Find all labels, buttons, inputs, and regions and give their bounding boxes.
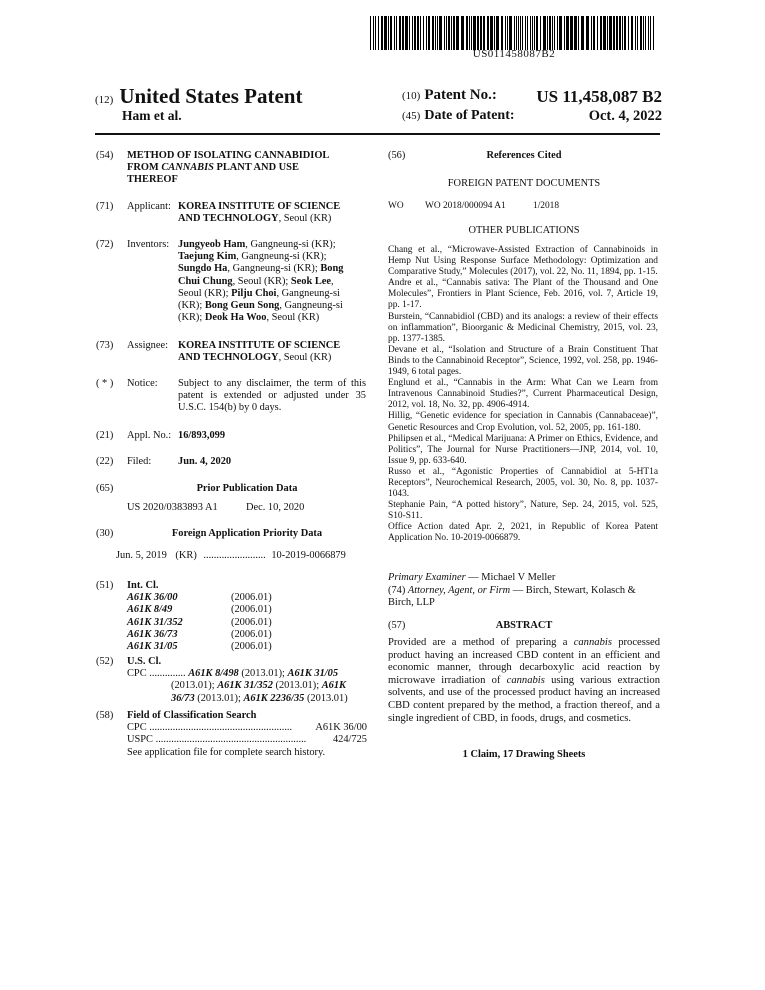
code-22: (22)	[96, 456, 114, 467]
foreign-priority-date: Jun. 5, 2019	[116, 550, 167, 561]
int-cl-version: (2006.01)	[231, 640, 272, 652]
barcode-bar	[574, 16, 577, 50]
cpc-version: (2013.01);	[238, 668, 288, 680]
code-51: (51)	[96, 580, 114, 591]
barcode-bar	[525, 16, 526, 50]
code-52: (52)	[96, 656, 114, 667]
barcode-bar	[603, 16, 606, 50]
leader-dots: ..............	[149, 668, 186, 680]
inventor-location: , Gangneung-si	[276, 287, 340, 299]
int-cl-class: A61K 8/49	[127, 604, 173, 616]
code-12: (12)	[95, 94, 114, 106]
barcode-bar	[446, 16, 447, 50]
barcode-bar	[477, 16, 479, 50]
cpc-label: CPC	[127, 668, 147, 680]
code-30: (30)	[96, 528, 114, 539]
barcode-bar	[566, 16, 569, 50]
barcode-bar	[532, 16, 533, 50]
inventor-line	[178, 276, 366, 288]
inventor-name: Sungdo Ha	[178, 263, 228, 275]
barcode-bar	[540, 16, 541, 50]
barcode-bar	[480, 16, 482, 50]
filed-date: Jun. 4, 2020	[178, 456, 232, 467]
barcode-bar	[509, 16, 512, 50]
code-58: (58)	[96, 710, 114, 721]
foreign-doc-country: WO	[388, 201, 404, 211]
barcode-bar	[645, 16, 646, 50]
date-of-patent-label: Date of Patent:	[424, 108, 515, 123]
barcode-bar	[536, 16, 538, 50]
barcode-bar	[375, 16, 376, 50]
barcode-bar	[643, 16, 644, 50]
barcode-bar	[496, 16, 499, 50]
application-number-label: Appl. No.:	[127, 430, 172, 441]
barcode-bar	[557, 16, 558, 50]
barcode-bar	[518, 16, 519, 50]
barcode-bar	[505, 16, 506, 50]
field-uspc-value: 424/725	[332, 734, 367, 746]
barcode-bar	[628, 16, 629, 50]
int-cl-class: A61K 31/05	[127, 640, 178, 652]
barcode-bar	[650, 16, 651, 50]
foreign-doc-date: 1/2018	[533, 201, 560, 211]
leader-dots: ..........................................................	[155, 734, 307, 746]
barcode-bar	[439, 16, 442, 50]
barcode-bar	[520, 16, 521, 50]
barcode-bar	[399, 16, 401, 50]
barcode-bar	[417, 16, 419, 50]
cpc-class: A61K	[321, 680, 346, 692]
patent-number-line	[402, 87, 662, 104]
cpc-class: A61K 31/352	[217, 680, 273, 692]
inventor-location: ,	[331, 275, 334, 287]
int-cl-row	[127, 629, 347, 641]
inventors-list	[178, 239, 366, 324]
barcode-bar	[586, 16, 589, 50]
barcode-bar	[487, 16, 489, 50]
field-search-note: See application file for complete search history.	[127, 746, 326, 758]
barcode-bar	[534, 16, 535, 50]
barcode-bar	[530, 16, 531, 50]
barcode-bar	[516, 16, 517, 50]
applicant-location: , Seoul (KR)	[278, 213, 332, 225]
code-72: (72)	[96, 239, 114, 250]
inventor-location: , Gangneung-si (KR);	[227, 263, 321, 275]
code-71: (71)	[96, 201, 114, 212]
barcode-bar	[473, 16, 476, 50]
int-cl-class: A61K 31/352	[127, 616, 183, 628]
barcode-bar	[564, 16, 565, 50]
barcode-bar	[384, 16, 387, 50]
code-45: (45)	[402, 110, 421, 122]
header-rule	[95, 133, 660, 135]
publication-entry: Russo et al., “Agonistic Properties of Cannabidiol at 5-HT1a Receptors”, Neurochemical Research, 2005, vol. 30, No. 8, pp. 1037-1043.	[388, 466, 658, 500]
publication-entry: Chang et al., “Microwave-Assisted Extraction of Cannabinoids in Hemp Nut Using Response Surface Methodology: Optimization and Comparative Study,” Molecules (2017), vol. 22, No. 11, 1894, pp. 1-15.	[388, 245, 658, 278]
cpc-class: A61K 31/05	[287, 668, 339, 680]
barcode-bar	[405, 16, 408, 50]
foreign-priority-number: 10-2019-0066879	[271, 550, 346, 561]
prior-publication-date: Dec. 10, 2020	[246, 502, 305, 513]
int-cl-row	[127, 592, 347, 604]
title-line-2-a: FROM	[127, 162, 162, 174]
applicant-line-1: KOREA INSTITUTE OF SCIENCE	[178, 201, 341, 212]
barcode-bar	[390, 16, 392, 50]
title-line-1: METHOD OF ISOLATING CANNABIDIOL	[127, 150, 330, 161]
applicant-name-end: AND TECHNOLOGY	[178, 213, 279, 225]
barcode-bar	[631, 16, 633, 50]
barcode-bar	[448, 16, 450, 50]
inventor-line	[178, 251, 366, 263]
us-cl-cpc-line	[127, 680, 367, 692]
code-54: (54)	[96, 150, 114, 161]
application-number: 16/893,099	[178, 430, 226, 441]
barcode-bar	[402, 16, 404, 50]
abstract-heading: ABSTRACT	[495, 620, 553, 631]
barcode-bar	[570, 16, 573, 50]
inventor-location: , Seoul (KR);	[232, 275, 291, 287]
inventor-location: (KR);	[178, 300, 205, 312]
us-cl-heading: U.S. Cl.	[127, 656, 162, 667]
barcode-bar	[494, 16, 495, 50]
assignee-label: Assignee:	[127, 340, 168, 351]
barcode-bar	[522, 16, 523, 50]
title-line-2-c: PLANT AND USE	[213, 162, 299, 174]
inventor-name: Pilju Choi	[231, 287, 277, 299]
title-line-3: THEREOF	[127, 174, 178, 186]
barcode-bar	[527, 16, 528, 50]
examiner-name: — Michael V Meller	[465, 572, 556, 583]
barcode-bar	[456, 16, 459, 50]
barcode-bar	[554, 16, 555, 50]
publication-entry: Philipsen et al., “Medical Marijuana: A Primer on Ethics, Evidence, and Politics”, The Journal for Nurse Practitioners—JNP, 2014, vol. 10, Issue 9, pp. 633-640.	[388, 433, 658, 466]
barcode-bar	[501, 16, 503, 50]
barcode-bar	[461, 16, 464, 50]
code-notice: ( * )	[96, 378, 114, 389]
barcode-bar	[635, 16, 636, 50]
barcode-bar	[607, 16, 608, 50]
int-cl-row	[127, 641, 347, 653]
barcode-bar	[471, 16, 472, 50]
barcode-bar	[622, 16, 623, 50]
code-21: (21)	[96, 430, 114, 441]
field-uspc-label: USPC	[127, 734, 153, 746]
barcode-bar	[432, 16, 434, 50]
int-cl-row	[127, 617, 347, 629]
int-cl-row	[127, 604, 347, 616]
foreign-priority-country: (KR)	[175, 550, 197, 561]
other-publications-list	[388, 245, 658, 545]
barcode-bar	[624, 16, 626, 50]
field-cpc-value: A61K 36/00	[315, 722, 367, 734]
publication-entry: Burstein, “Cannabidiol (CBD) and its analogs: a review of their effects on inflammation”, Bioorganic & Medicinal Chemistry, 2015, vol. 23, pp. 1377-1385.	[388, 311, 658, 344]
foreign-priority-heading: Foreign Application Priority Data	[171, 528, 323, 539]
barcode-bar	[597, 16, 598, 50]
inventor-line	[178, 300, 366, 312]
inventor-line	[178, 239, 366, 251]
date-of-patent: Oct. 4, 2022	[588, 108, 662, 124]
barcode-bar	[490, 16, 493, 50]
title-line-2-italic: CANNABIS	[161, 162, 214, 174]
barcode-bar	[394, 16, 395, 50]
barcode-bar	[420, 16, 421, 50]
code-57: (57)	[388, 620, 406, 631]
abstract-part-italic: cannabis	[573, 637, 612, 648]
code-73: (73)	[96, 340, 114, 351]
inventor-location: , Gangneung-si (KR);	[245, 239, 336, 250]
barcode-bar	[453, 16, 455, 50]
barcode-bar	[423, 16, 424, 50]
publication-entry: Stephanie Pain, “A potted history”, Nature, Sep. 24, 2015, vol. 525, S10-S11.	[388, 500, 658, 522]
foreign-doc-number: WO 2018/000094 A1	[425, 201, 506, 211]
publication-entry: Office Action dated Apr. 2, 2021, in Republic of Korea Patent Application No. 10-2019-0066879.	[388, 522, 658, 544]
patent-number: US 11,458,087 B2	[536, 87, 662, 106]
barcode-bar	[637, 16, 638, 50]
barcode-bar	[653, 16, 654, 50]
barcode-bar	[552, 16, 553, 50]
field-search-uspc	[127, 734, 367, 746]
barcode-bar	[593, 16, 595, 50]
cpc-class: A61K 8/498	[188, 668, 239, 680]
inventors-label: Inventors:	[127, 239, 170, 250]
inventor-name: Jungyeob Ham	[178, 239, 246, 250]
barcode-bar	[426, 16, 427, 50]
attorney-name: — Birch, Stewart, Kolasch & Birch, LLP	[388, 585, 636, 609]
inventor-name: Chui Chung	[178, 275, 233, 287]
claims-summary: 1 Claim, 17 Drawing Sheets	[462, 749, 586, 760]
barcode-bar	[613, 16, 615, 50]
barcode-bar	[609, 16, 612, 50]
barcode-bar	[640, 16, 642, 50]
abstract-text	[388, 637, 660, 725]
attorney-line	[388, 585, 660, 609]
barcode-bar	[444, 16, 445, 50]
code-74: (74)	[388, 585, 408, 596]
barcode-bar	[373, 16, 374, 50]
publication-entry: Hillig, “Genetic evidence for speciation in Cannabis (Cannabaceae)”, Genetic Resources and Crop Evolution, vol. 52, 2005, pp. 161-180.	[388, 411, 658, 433]
cpc-version: (2013.01);	[272, 680, 322, 692]
leader-dots: .......................................................	[149, 722, 293, 734]
cpc-version: (2013.01);	[171, 680, 218, 692]
inventor-location: , Gangneung-si (KR);	[236, 251, 327, 263]
cpc-version: (2013.01);	[194, 692, 244, 704]
barcode-bar	[581, 16, 584, 50]
inventor-name: Seok Lee	[290, 275, 332, 287]
barcode-bar	[388, 16, 389, 50]
inventor-location: , Gangneung-si	[279, 300, 343, 312]
barcode-bar	[483, 16, 485, 50]
abstract-part: Provided are a method of preparing a	[388, 637, 574, 648]
cpc-version: (2013.01)	[304, 692, 348, 704]
int-cl-version: (2006.01)	[231, 616, 272, 628]
barcode-bar	[409, 16, 410, 50]
int-cl-class: A61K 36/73	[127, 628, 178, 640]
prior-publication-heading: Prior Publication Data	[196, 483, 298, 494]
inventor-name: Bong Geun Song	[204, 300, 280, 312]
int-cl-version: (2006.01)	[231, 604, 272, 616]
references-heading: References Cited	[486, 150, 562, 161]
field-search-heading: Field of Classification Search	[127, 710, 257, 721]
patent-kind: United States Patent	[119, 84, 303, 108]
examiner-label: Primary Examiner	[388, 572, 466, 583]
barcode-bar	[507, 16, 508, 50]
int-cl-heading: Int. Cl.	[127, 580, 159, 591]
filed-label: Filed:	[127, 456, 152, 467]
inventor-location: (KR);	[178, 312, 205, 324]
barcode-bar	[435, 16, 436, 50]
barcode-bar	[578, 16, 579, 50]
patent-kind-heading	[95, 84, 302, 109]
barcode-bar	[469, 16, 470, 50]
applicant-label: Applicant:	[127, 201, 171, 212]
attorney-label: Attorney, Agent, or Firm	[407, 585, 511, 596]
foreign-document-row	[388, 201, 660, 211]
cpc-class: A61K 2236/35	[243, 692, 305, 704]
barcode-bar	[549, 16, 551, 50]
prior-publication-number: US 2020/0383893 A1	[127, 502, 218, 513]
inventor-name: Taejung Kim	[178, 251, 237, 263]
assignee-location: , Seoul (KR)	[278, 352, 332, 364]
barcode-bar	[451, 16, 452, 50]
abstract-part: using various extraction solvents, and use of the processed product having an increased CBD content prepared by the method, a fraction thereof, and a single ingredient of CBD, in foods, drugs, and cosmetics.	[388, 674, 660, 724]
inventor-name: Deok Ha Woo	[204, 312, 267, 324]
invention-title	[127, 150, 377, 187]
publication-number: US011458087B2	[472, 48, 556, 60]
code-10: (10)	[402, 90, 421, 102]
barcode-bar	[381, 16, 383, 50]
barcode-bar	[466, 16, 468, 50]
barcode-bar	[370, 16, 371, 50]
us-cl-cpc-line	[127, 668, 367, 680]
applicant-line-2	[178, 213, 463, 225]
barcode-bar	[547, 16, 548, 50]
inventor-name: Bong	[320, 263, 344, 275]
publication-entry: Andre et al., “Cannabis sativa: The Plant of the Thousand and One Molecules”, Frontiers in Plant Science, Feb. 2016, vol. 7, Article 19, pp. 1-17.	[388, 278, 658, 311]
patent-number-label: Patent No.:	[424, 87, 497, 103]
abstract-part: processed product having an increased CBD content in an efficient and economic manner, through decarboxylic acid reaction by microwave irradiation of	[388, 637, 660, 686]
foreign-priority-entry	[116, 550, 376, 562]
barcode-bar	[414, 16, 416, 50]
int-cl-class: A61K 36/00	[127, 592, 178, 604]
barcode-bar	[600, 16, 602, 50]
assignee-name-end: AND TECHNOLOGY	[178, 352, 279, 364]
barcode-bar	[396, 16, 397, 50]
barcode-bar	[412, 16, 413, 50]
notice-text: Subject to any disclaimer, the term of this patent is extended or adjusted under 35 U.S.C. 154(b) by 0 days.	[178, 378, 366, 414]
field-search-cpc	[127, 722, 367, 734]
inventor-location: Seoul (KR);	[178, 287, 232, 299]
barcode-bar	[648, 16, 649, 50]
int-cl-list	[127, 592, 347, 653]
barcode-bar	[616, 16, 618, 50]
first-author: Ham et al.	[122, 108, 182, 123]
inventor-line	[178, 312, 366, 324]
title-line-2	[127, 162, 377, 174]
barcode-bar	[591, 16, 592, 50]
inventor-location: , Seoul (KR)	[266, 312, 320, 324]
barcode	[370, 16, 658, 50]
inventor-line	[178, 288, 366, 300]
code-65: (65)	[96, 483, 114, 494]
leader-dots: ........................	[203, 550, 266, 561]
publication-entry: Englund et al., “Cannabis in the Arm: What Can we Learn from Intravenous Cannabinoid Studies?”, Current Pharmaceutical Design, 2012, vol. 18, No. 32, pp. 4906-4914.	[388, 378, 658, 411]
code-56: (56)	[388, 150, 406, 161]
foreign-documents-heading: FOREIGN PATENT DOCUMENTS	[447, 178, 601, 189]
abstract-part-italic: cannabis	[506, 674, 545, 686]
examiner-line	[388, 572, 660, 584]
assignee-line-1: KOREA INSTITUTE OF SCIENCE	[178, 340, 341, 351]
notice-label: Notice:	[127, 378, 158, 389]
barcode-bar	[437, 16, 438, 50]
int-cl-version: (2006.01)	[231, 628, 272, 640]
int-cl-version: (2006.01)	[231, 592, 272, 604]
barcode-bar	[514, 16, 515, 50]
barcode-bar	[619, 16, 621, 50]
abstract-heading-row	[388, 620, 660, 632]
barcode-bar	[543, 16, 546, 50]
us-cl-cpc	[127, 668, 367, 705]
barcode-bar	[378, 16, 379, 50]
other-publications-heading: OTHER PUBLICATIONS	[468, 225, 580, 236]
date-of-patent-line	[402, 108, 662, 124]
cpc-class: 36/73	[171, 692, 195, 704]
barcode-bar	[559, 16, 562, 50]
barcode-bar	[428, 16, 430, 50]
inventor-line	[178, 263, 366, 275]
publication-entry: Devane et al., “Isolation and Structure of a Brain Constituent That Binds to the Cannabinoid Receptor”, Science, 1992, vol. 258, pp. 1946-1949, 6 total pages.	[388, 344, 658, 378]
us-cl-cpc-line	[127, 693, 367, 705]
field-cpc-label: CPC	[127, 722, 147, 734]
